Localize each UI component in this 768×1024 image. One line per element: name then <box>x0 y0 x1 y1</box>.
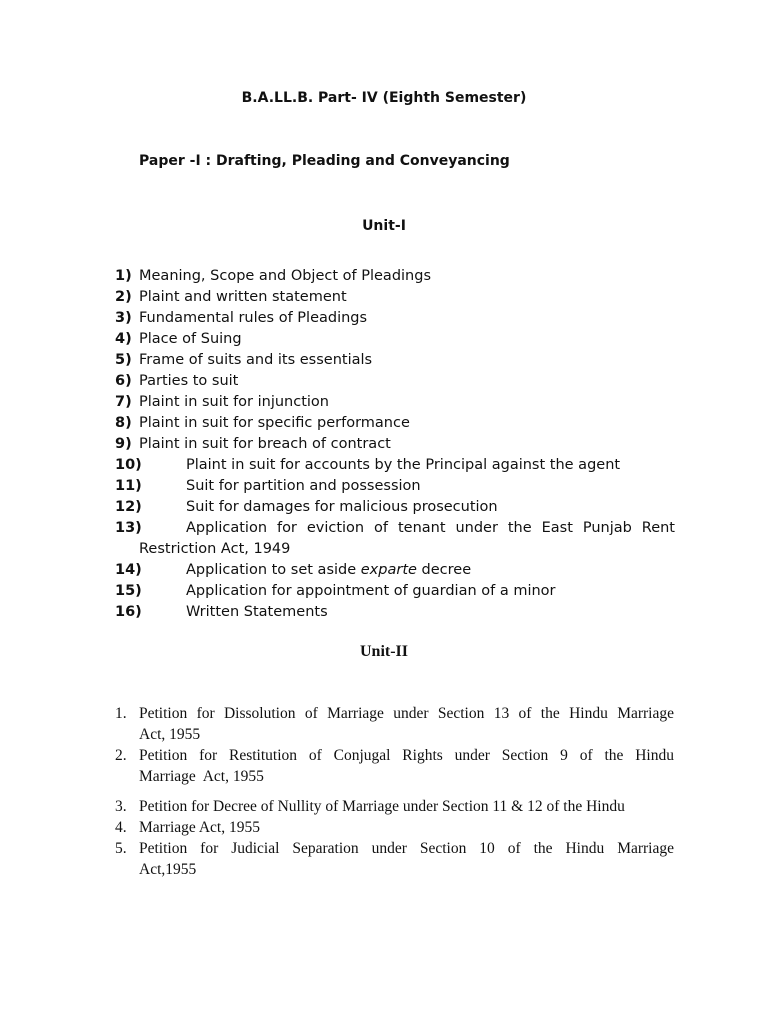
list-item <box>115 745 674 787</box>
item-number: 13) <box>115 520 142 536</box>
item-text-line: Act, 1955 <box>139 726 201 743</box>
paper-title: Paper -I : Drafting, Pleading and Conveyancing <box>139 153 510 169</box>
item-text <box>139 745 674 787</box>
item-text: Plaint and written statement <box>139 289 347 305</box>
item-number: 16) <box>115 604 142 620</box>
item-number: 3. <box>115 798 127 815</box>
item-number: 5. <box>115 840 127 857</box>
item-text: Plaint in suit for injunction <box>139 394 329 410</box>
list-item <box>115 350 675 371</box>
item-number: 10) <box>115 457 142 473</box>
item-text: Petition for Decree of Nullity of Marriage under Section 11 & 12 of the Hindu <box>139 798 625 815</box>
list-item <box>115 413 675 434</box>
item-text-part: Application to set aside <box>186 562 361 578</box>
item-number: 5) <box>115 352 132 368</box>
item-text-line: Act,1955 <box>139 861 197 878</box>
item-number: 8) <box>115 415 132 431</box>
item-number: 9) <box>115 436 132 452</box>
item-text: Suit for partition and possession <box>186 478 421 494</box>
item-number: 1. <box>115 705 127 722</box>
item-number: 2) <box>115 289 132 305</box>
list-item <box>115 602 675 623</box>
item-text-part: decree <box>416 562 472 578</box>
document-heading: B.A.LL.B. Part- IV (Eighth Semester) <box>241 90 527 106</box>
item-number: 4. <box>115 819 127 836</box>
item-text: Parties to suit <box>139 373 239 389</box>
item-text: Meaning, Scope and Object of Pleadings <box>139 268 431 284</box>
item-text-continuation: Restriction Act, 1949 <box>139 541 291 557</box>
item-number: 2. <box>115 747 127 764</box>
list-item <box>115 287 675 308</box>
list-item <box>115 518 675 539</box>
list-item <box>115 434 675 455</box>
unit-2-list <box>115 703 674 880</box>
item-text: Frame of suits and its essentials <box>139 352 373 368</box>
item-text: Plaint in suit for specific performance <box>139 415 410 431</box>
item-number: 15) <box>115 583 142 599</box>
item-number: 4) <box>115 331 132 347</box>
list-item <box>115 329 675 350</box>
item-text: Fundamental rules of Pleadings <box>139 310 368 326</box>
unit-1-list <box>115 266 675 623</box>
item-number: 11) <box>115 478 142 494</box>
item-text: Application for eviction of tenant under the East Punjab Rent <box>186 520 675 536</box>
item-text: Place of Suing <box>139 331 242 347</box>
list-item <box>115 838 674 880</box>
item-text: Suit for damages for malicious prosecution <box>186 499 498 515</box>
list-item <box>115 476 675 497</box>
list-item <box>115 497 675 518</box>
item-text <box>139 838 674 880</box>
item-number: 14) <box>115 562 142 578</box>
list-item <box>115 455 675 476</box>
unit-2-title: Unit-II <box>359 643 408 660</box>
item-text: Written Statements <box>186 604 328 620</box>
item-text-line: Petition for Judicial Separation under Section 10 of the Hindu Marriage <box>139 840 674 857</box>
list-item <box>115 703 674 745</box>
list-item <box>115 266 675 287</box>
item-text: Plaint in suit for accounts by the Principal against the agent <box>186 457 621 473</box>
list-item <box>115 581 675 602</box>
item-text: Plaint in suit for breach of contract <box>139 436 391 452</box>
item-text-line: Petition for Restitution of Conjugal Rights under Section 9 of the Hindu <box>139 747 674 764</box>
item-number: 6) <box>115 373 132 389</box>
list-item <box>115 560 675 581</box>
list-item <box>115 371 675 392</box>
item-text: Marriage Act, 1955 <box>139 819 260 836</box>
item-text-line: Petition for Dissolution of Marriage under Section 13 of the Hindu Marriage <box>139 705 674 722</box>
item-text <box>139 703 674 745</box>
item-text <box>186 560 675 581</box>
list-item <box>115 392 675 413</box>
item-text-line: Marriage Act, 1955 <box>139 768 264 785</box>
item-text: Application for appointment of guardian of a minor <box>186 583 556 599</box>
item-number: 1) <box>115 268 132 284</box>
list-item <box>115 308 675 329</box>
item-number: 3) <box>115 310 132 326</box>
item-number: 7) <box>115 394 132 410</box>
list-item <box>115 796 674 817</box>
list-item <box>115 817 674 838</box>
unit-1-title: Unit-I <box>362 218 406 234</box>
item-text-emphasis: exparte <box>360 562 417 578</box>
item-number: 12) <box>115 499 142 515</box>
